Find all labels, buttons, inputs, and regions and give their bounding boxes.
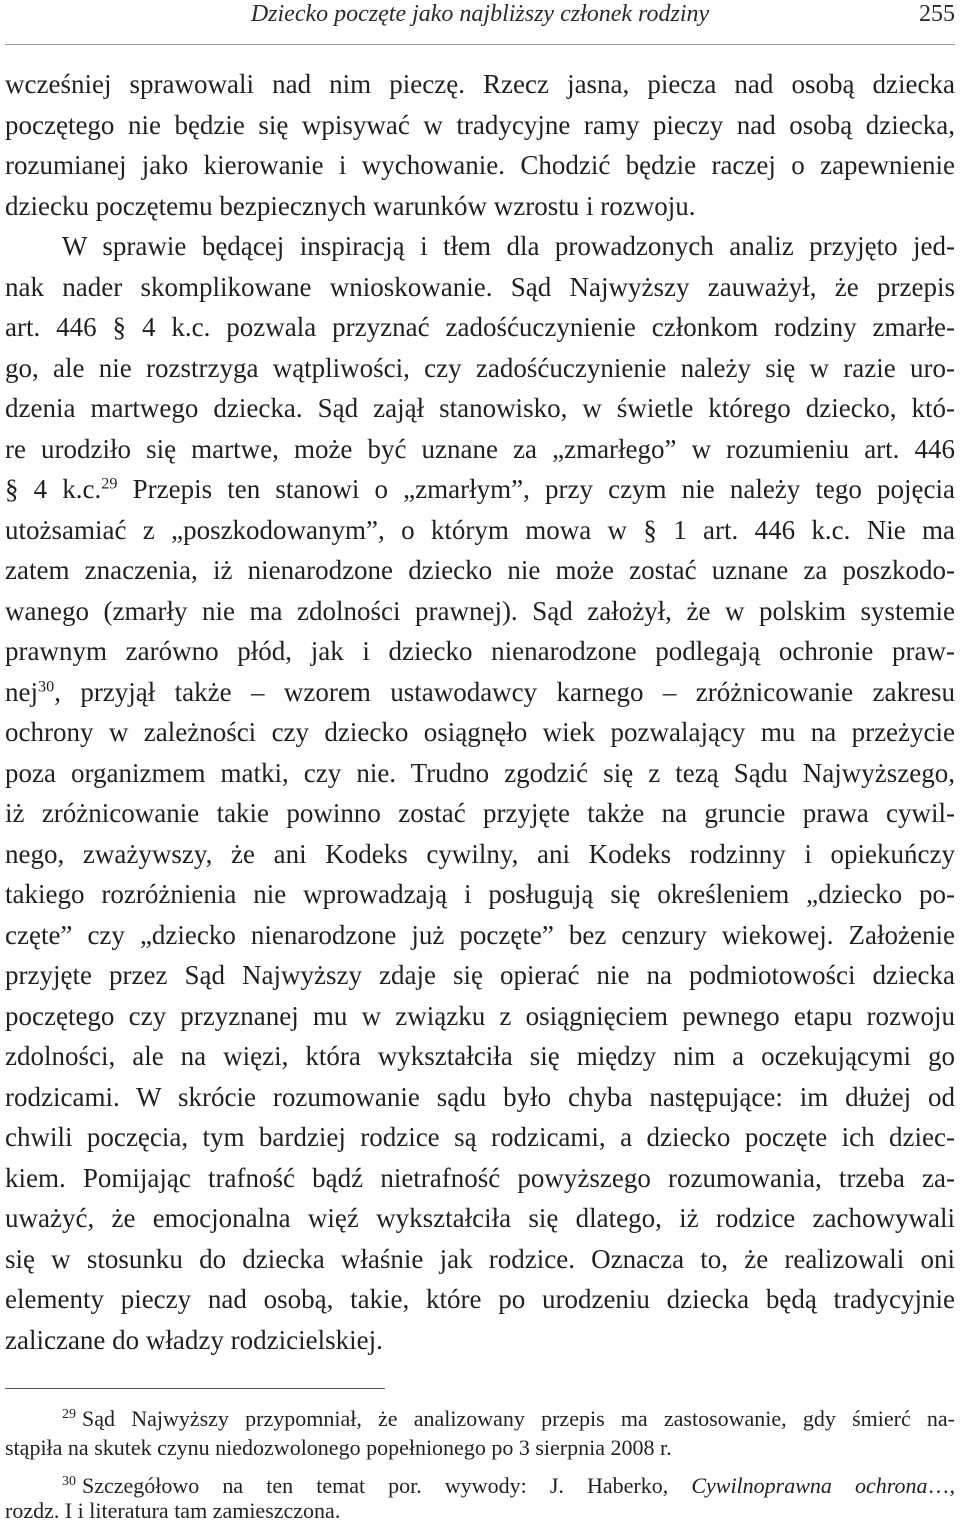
page-number: 255 bbox=[919, 1, 955, 27]
footnote-line: rozdz. I i literatura tam zamieszczona. bbox=[5, 1498, 341, 1523]
line-text: Przepis ten stanowi o „zmarłym”, przy czym nie należy tego pojęcia bbox=[117, 474, 955, 504]
header-rule bbox=[5, 44, 955, 45]
body-line: chwili poczęcia, tym bardziej rodzice są rodzicami, a dziecko poczęte ich dziec- bbox=[5, 1122, 955, 1152]
body-line: uważyć, że emocjonalna więź wykształciła się dlatego, iż rodzice zachowywali bbox=[5, 1203, 955, 1233]
body-line: wanego (zmarły nie ma zdolności prawnej). Sąd założył, że w polskim systemie bbox=[5, 595, 955, 626]
body-line: iż zróżnicowanie takie powinno zostać przyjęte także na gruncie prawa cywil- bbox=[5, 798, 955, 828]
body-line: się w stosunku do dziecka właśnie jak rodzice. Oznacza to, że realizowali oni bbox=[5, 1243, 955, 1274]
footnote-text: …, bbox=[927, 1473, 955, 1498]
footnote-text: Szczegółowo na ten temat por. wywody: J. Haberko, bbox=[82, 1473, 692, 1498]
body-line: rozumianej jako kierowanie i wychowanie. Chodzić będzie raczej o zapewnienie bbox=[5, 150, 955, 180]
body-line: zatem znaczenia, iż nienarodzone dziecko nie może zostać uznane za poszkodo- bbox=[5, 555, 955, 585]
body-line: poza organizmem matki, czy nie. Trudno zgodzić się z tezą Sądu Najwyższego, bbox=[5, 757, 955, 788]
footnote-line: stąpiła na skutek czynu niedozwolonego popełnionego po 3 sierpnia 2008 r. bbox=[5, 1435, 672, 1460]
body-line: zdolności, ale na więzi, która wykształciła się między nim a oczekującymi go bbox=[5, 1041, 955, 1071]
body-line: elementy pieczy nad osobą, takie, które po urodzeniu dziecka będą tradycyjnie bbox=[5, 1284, 955, 1314]
body-line: wcześniej sprawowali nad nim pieczę. Rzecz jasna, piecza nad osobą dziecka bbox=[5, 69, 955, 99]
body-line: dzenia martwego dziecka. Sąd zajął stanowisko, w świetle którego dziecko, któ- bbox=[5, 393, 955, 423]
line-text: § 4 k.c. bbox=[5, 474, 102, 504]
body-line bbox=[5, 672, 955, 713]
footnote-line bbox=[5, 1404, 955, 1433]
footnote-line bbox=[5, 1473, 955, 1498]
footnote-italic-title: Cywilnoprawna ochrona bbox=[691, 1473, 928, 1498]
running-title: Dziecko poczęte jako najbliższy członek rodziny bbox=[250, 1, 710, 27]
body-line: kiem. Pomijając trafność bądź nietrafność powyższego rozumowania, trzeba za- bbox=[5, 1162, 955, 1193]
body-line: re urodziło się martwe, może być uznane za „zmarłego” w rozumieniu art. 446 bbox=[5, 433, 955, 464]
body-line: przyjęte przez Sąd Najwyższy zdaje się opierać nie na podmiotowości dziecka bbox=[5, 960, 955, 990]
body-line: art. 446 § 4 k.c. pozwala przyznać zadośćuczynienie członkom rodziny zmarłe- bbox=[5, 312, 955, 342]
line-text: nej bbox=[5, 676, 38, 707]
body-line: częte” czy „dziecko nienarodzone już poczęte” bez cenzury wiekowej. Założenie bbox=[5, 919, 955, 950]
page-header bbox=[5, 0, 955, 28]
body-line: ochrony w zależności czy dziecko osiągnęło wiek pozwalający mu na przeżycie bbox=[5, 717, 955, 747]
body-line: go, ale nie rozstrzyga wątpliwości, czy zadośćuczynienie należy się w razie uro- bbox=[5, 352, 955, 383]
body-line: nego, zważywszy, że ani Kodeks cywilny, ani Kodeks rodzinny i opiekuńczy bbox=[5, 838, 955, 869]
footnote-29 bbox=[5, 1404, 955, 1462]
footnote-marker: 30 bbox=[62, 1474, 76, 1490]
body-line bbox=[5, 469, 955, 510]
footnote-rule bbox=[5, 1388, 385, 1389]
body-line: takiego rozróżnienia nie wprowadzają i posługują się określeniem „dziecko po- bbox=[5, 879, 955, 909]
footnote-30 bbox=[5, 1473, 955, 1523]
footnote-text: Sąd Najwyższy przypomniał, że analizowany przepis ma zastosowanie, gdy śmierć na- bbox=[82, 1406, 955, 1431]
body-text bbox=[5, 64, 955, 1360]
body-line: dziecku poczętemu bezpiecznych warunków wzrostu i rozwoju. bbox=[5, 190, 696, 221]
footnote-reference: 30 bbox=[38, 676, 55, 695]
body-line: zaliczane do władzy rodzicielskiej. bbox=[5, 1324, 383, 1355]
body-line: prawnym zarówno płód, jak i dziecko nienarodzone podlegają ochronie praw- bbox=[5, 636, 955, 666]
footnote-reference: 29 bbox=[101, 474, 118, 493]
body-line: rodzicami. W skrócie rozumowanie sądu było chyba następujące: im dłużej od bbox=[5, 1081, 955, 1112]
body-line: poczętego czy przyznanej mu w związku z osiągnięciem pewnego etapu rozwoju bbox=[5, 1000, 955, 1031]
footnote-marker: 29 bbox=[62, 1407, 76, 1423]
body-line: W sprawie będącej inspiracją i tłem dla prowadzonych analiz przyjęto jed- bbox=[62, 231, 955, 261]
body-line: utożsamiać z „poszkodowanym”, o którym mowa w § 1 art. 446 k.c. Nie ma bbox=[5, 514, 955, 545]
body-line: nak nader skomplikowane wnioskowanie. Sąd Najwyższy zauważył, że przepis bbox=[5, 271, 955, 302]
line-text: , przyjął także – wzorem ustawodawcy karnego – zróżnicowanie zakresu bbox=[54, 676, 955, 707]
body-line: poczętego nie będzie się wpisywać w tradycyjne ramy pieczy nad osobą dziecka, bbox=[5, 109, 955, 140]
